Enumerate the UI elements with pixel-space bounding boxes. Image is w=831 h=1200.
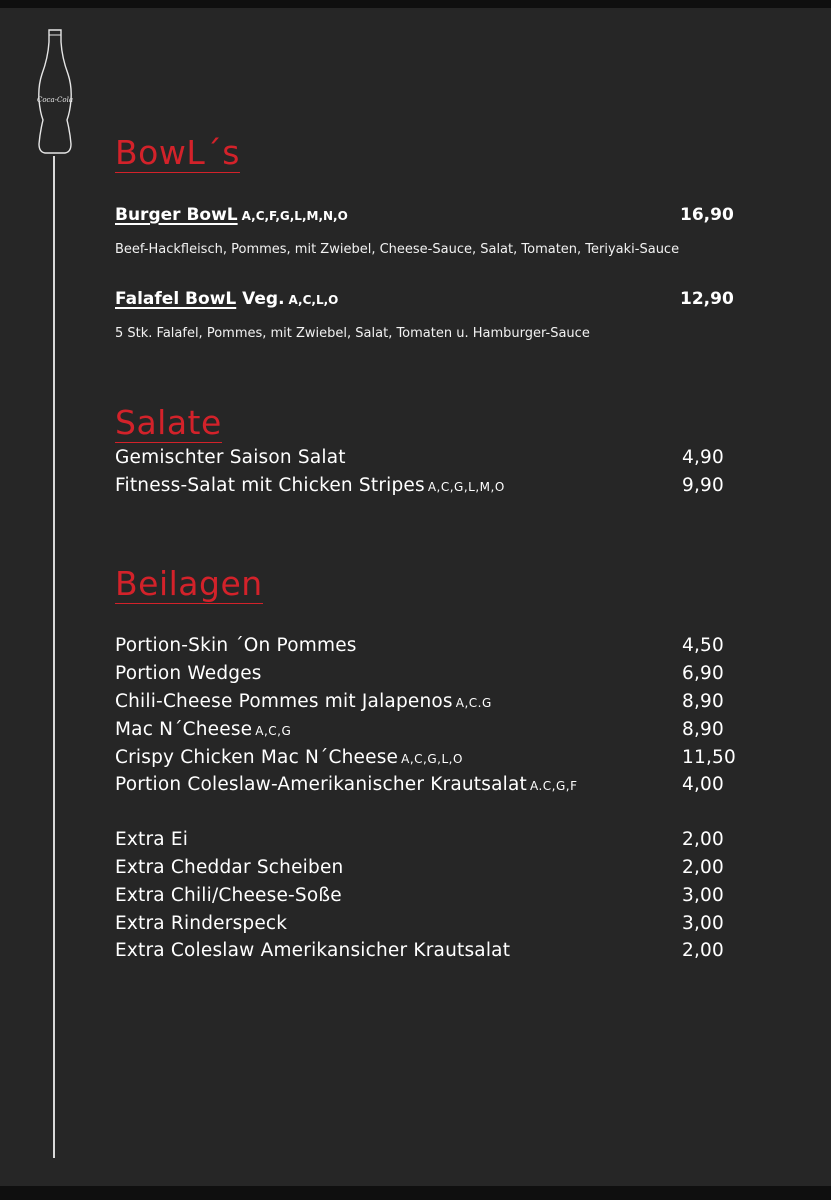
item-name: Extra Rinderspeck [115,913,288,934]
item-name: Fitness-Salat mit Chicken Stripes [115,475,425,496]
item-name: Gemischter Saison Salat [115,447,346,468]
item-name: Portion Coleslaw-Amerikanischer Krautsalat [115,774,527,795]
menu-item [115,773,578,798]
allergen-codes: A,C.G [455,696,492,710]
item-price: 12,90 [680,289,734,309]
item-price: 4,00 [682,774,724,795]
item-price: 4,90 [682,447,724,468]
logo-text: Coca-Cola [36,96,74,104]
extra-item [115,856,343,880]
allergen-codes: A,C,G,L,O [401,752,463,766]
menu-item-falafel-bowl [115,288,338,311]
section-title-beilagen: Beilagen [115,564,263,603]
item-price: 2,00 [682,940,724,961]
item-name: Burger BowL [115,205,238,225]
menu-item [115,474,505,499]
item-name: Extra Chili/Cheese-Soße [115,885,342,906]
extra-item [115,912,287,936]
item-name: Crispy Chicken Mac N´Cheese [115,747,399,768]
item-price: 6,90 [682,663,724,684]
section-title-salate: Salate [115,403,222,442]
item-name: Mac N´Cheese [115,719,253,740]
item-name: Falafel BowL [115,289,237,309]
menu-item [115,662,262,686]
allergen-codes: A,C,F,G,L,M,N,O [241,209,348,223]
item-price: 16,90 [680,205,734,225]
menu-item [115,446,346,470]
allergen-codes: A,C,L,O [288,293,339,307]
item-description: 5 Stk. Falafel, Pommes, mit Zwiebel, Salat, Tomaten u. Hamburger-Sauce [115,326,590,341]
item-name: Portion Wedges [115,663,262,684]
item-price: 11,50 [682,747,736,768]
menu-page [0,8,831,1186]
item-suffix: Veg. [236,289,285,309]
menu-item [115,718,291,743]
item-price: 9,90 [682,475,724,496]
allergen-codes: A,C,G [255,724,292,738]
bottle-pole-line [53,156,55,1158]
allergen-codes: A.C,G,F [529,779,578,793]
extra-item [115,884,342,908]
item-price: 3,00 [682,885,724,906]
menu-item [115,634,357,658]
item-price: 3,00 [682,913,724,934]
item-price: 8,90 [682,719,724,740]
item-description: Beef-Hackfleisch, Pommes, mit Zwiebel, Cheese-Sauce, Salat, Tomaten, Teriyaki-Sauce [115,242,680,257]
item-price: 2,00 [682,829,724,850]
coca-cola-bottle-icon [35,28,75,156]
item-name: Extra Ei [115,829,189,850]
item-price: 8,90 [682,691,724,712]
item-price: 2,00 [682,857,724,878]
item-name: Extra Cheddar Scheiben [115,857,344,878]
extra-item [115,939,510,963]
item-name: Portion-Skin ´On Pommes [115,635,357,656]
item-name: Chili-Cheese Pommes mit Jalapenos [115,691,453,712]
allergen-codes: A,C,G,L,M,O [427,480,505,494]
item-name: Extra Coleslaw Amerikansicher Krautsalat [115,940,511,961]
menu-item [115,746,463,771]
extra-item [115,828,188,852]
section-title-bowls: BowL´s [115,133,240,172]
menu-item-burger-bowl [115,204,348,227]
menu-item [115,690,492,715]
item-price: 4,50 [682,635,724,656]
